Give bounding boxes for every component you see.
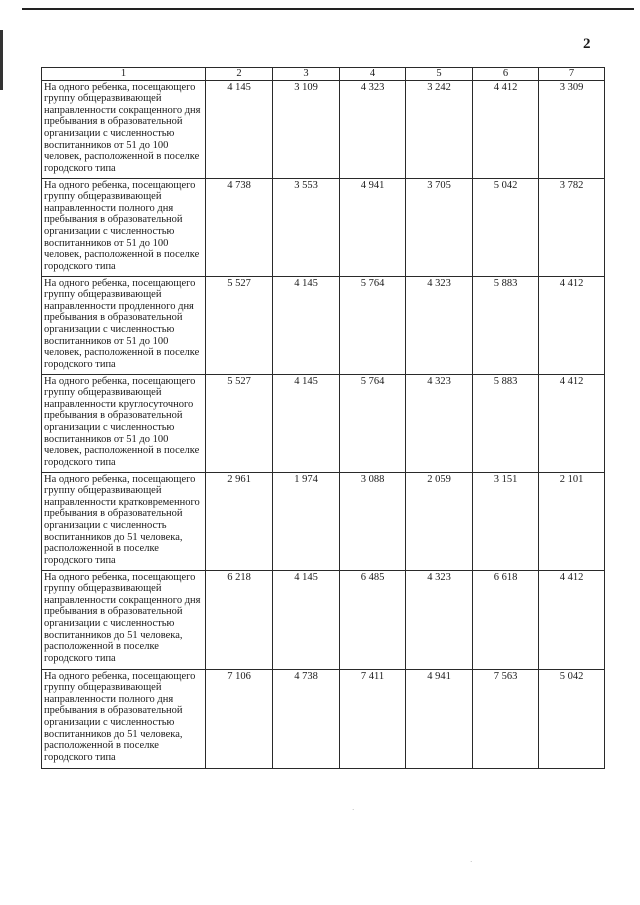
row-value: 4 145 (273, 276, 340, 374)
row-value: 4 145 (273, 570, 340, 669)
row-value: 7 106 (206, 669, 273, 768)
row-value: 5 883 (473, 276, 539, 374)
row-value: 6 485 (340, 570, 406, 669)
column-header: 4 (340, 68, 406, 81)
row-value: 4 323 (406, 570, 473, 669)
row-value: 5 764 (340, 276, 406, 374)
table-row (42, 178, 605, 276)
row-value: 4 323 (340, 80, 406, 178)
row-value: 2 961 (206, 472, 273, 570)
column-header: 7 (539, 68, 605, 81)
row-value: 4 941 (406, 669, 473, 768)
column-header: 2 (206, 68, 273, 81)
row-value: 6 218 (206, 570, 273, 669)
row-value: 1 974 (273, 472, 340, 570)
scan-speck: · (470, 858, 473, 866)
row-value: 4 323 (406, 276, 473, 374)
table-header-row (42, 68, 605, 81)
row-value: 3 242 (406, 80, 473, 178)
scan-edge-mark (0, 30, 3, 90)
table-row (42, 669, 605, 768)
row-value: 6 618 (473, 570, 539, 669)
row-value: 3 309 (539, 80, 605, 178)
row-value: 4 145 (273, 374, 340, 472)
row-value: 5 527 (206, 276, 273, 374)
table-row (42, 570, 605, 669)
row-value: 4 412 (539, 374, 605, 472)
row-value: 3 088 (340, 472, 406, 570)
row-value: 4 412 (539, 276, 605, 374)
row-value: 7 563 (473, 669, 539, 768)
row-description: На одного ребенка, посещающего группу общеразвивающей направленности сокращенного дня пребывания в образовательной организации с численностью воспитанников от 51 до 100 человек, расположенной в поселке городского типа (42, 80, 206, 178)
row-value: 4 412 (473, 80, 539, 178)
row-value: 4 323 (406, 374, 473, 472)
row-value: 2 059 (406, 472, 473, 570)
table-row (42, 80, 605, 178)
row-description: На одного ребенка, посещающего группу общеразвивающей направленности сокращенного дня пребывания в образовательной организации с численностью воспитанников до 51 человека, расположенной в поселке городского типа (42, 570, 206, 669)
row-value: 2 101 (539, 472, 605, 570)
row-description: На одного ребенка, посещающего группу общеразвивающей направленности полного дня пребывания в образовательной организации с численностью воспитанников от 51 до 100 человек, расположенной в поселке городского типа (42, 178, 206, 276)
row-value: 3 151 (473, 472, 539, 570)
row-value: 7 411 (340, 669, 406, 768)
row-value: 3 109 (273, 80, 340, 178)
row-value: 4 941 (340, 178, 406, 276)
tariff-table (41, 67, 605, 769)
row-value: 4 145 (206, 80, 273, 178)
row-value: 5 042 (473, 178, 539, 276)
row-value: 4 738 (206, 178, 273, 276)
column-header: 5 (406, 68, 473, 81)
row-description: На одного ребенка, посещающего группу общеразвивающей направленности продленного дня пребывания в образовательной организации с численностью воспитанников от 51 до 100 человек, расположенной в поселке городского типа (42, 276, 206, 374)
row-description: На одного ребенка, посещающего группу общеразвивающей направленности полного дня пребывания в образовательной организации с численностью воспитанников до 51 человека, расположенной в поселке городского типа (42, 669, 206, 768)
row-value: 5 042 (539, 669, 605, 768)
row-value: 4 738 (273, 669, 340, 768)
top-rule (22, 8, 634, 10)
column-header: 1 (42, 68, 206, 81)
row-value: 3 705 (406, 178, 473, 276)
column-header: 6 (473, 68, 539, 81)
scan-speck: · (352, 806, 355, 814)
row-value: 4 412 (539, 570, 605, 669)
row-value: 5 764 (340, 374, 406, 472)
row-value: 3 553 (273, 178, 340, 276)
row-value: 5 883 (473, 374, 539, 472)
row-description: На одного ребенка, посещающего группу общеразвивающей направленности круглосуточного пребывания в образовательной организации с численностью воспитанников от 51 до 100 человек, расположенной в поселке городского типа (42, 374, 206, 472)
row-value: 5 527 (206, 374, 273, 472)
table-row (42, 276, 605, 374)
table-row (42, 374, 605, 472)
row-value: 3 782 (539, 178, 605, 276)
table-row (42, 472, 605, 570)
column-header: 3 (273, 68, 340, 81)
page-number: 2 (583, 36, 591, 52)
row-description: На одного ребенка, посещающего группу общеразвивающей направленности кратковременного пребывания в образовательной организации с численность воспитанников до 51 человека, расположенной в поселке городского типа (42, 472, 206, 570)
